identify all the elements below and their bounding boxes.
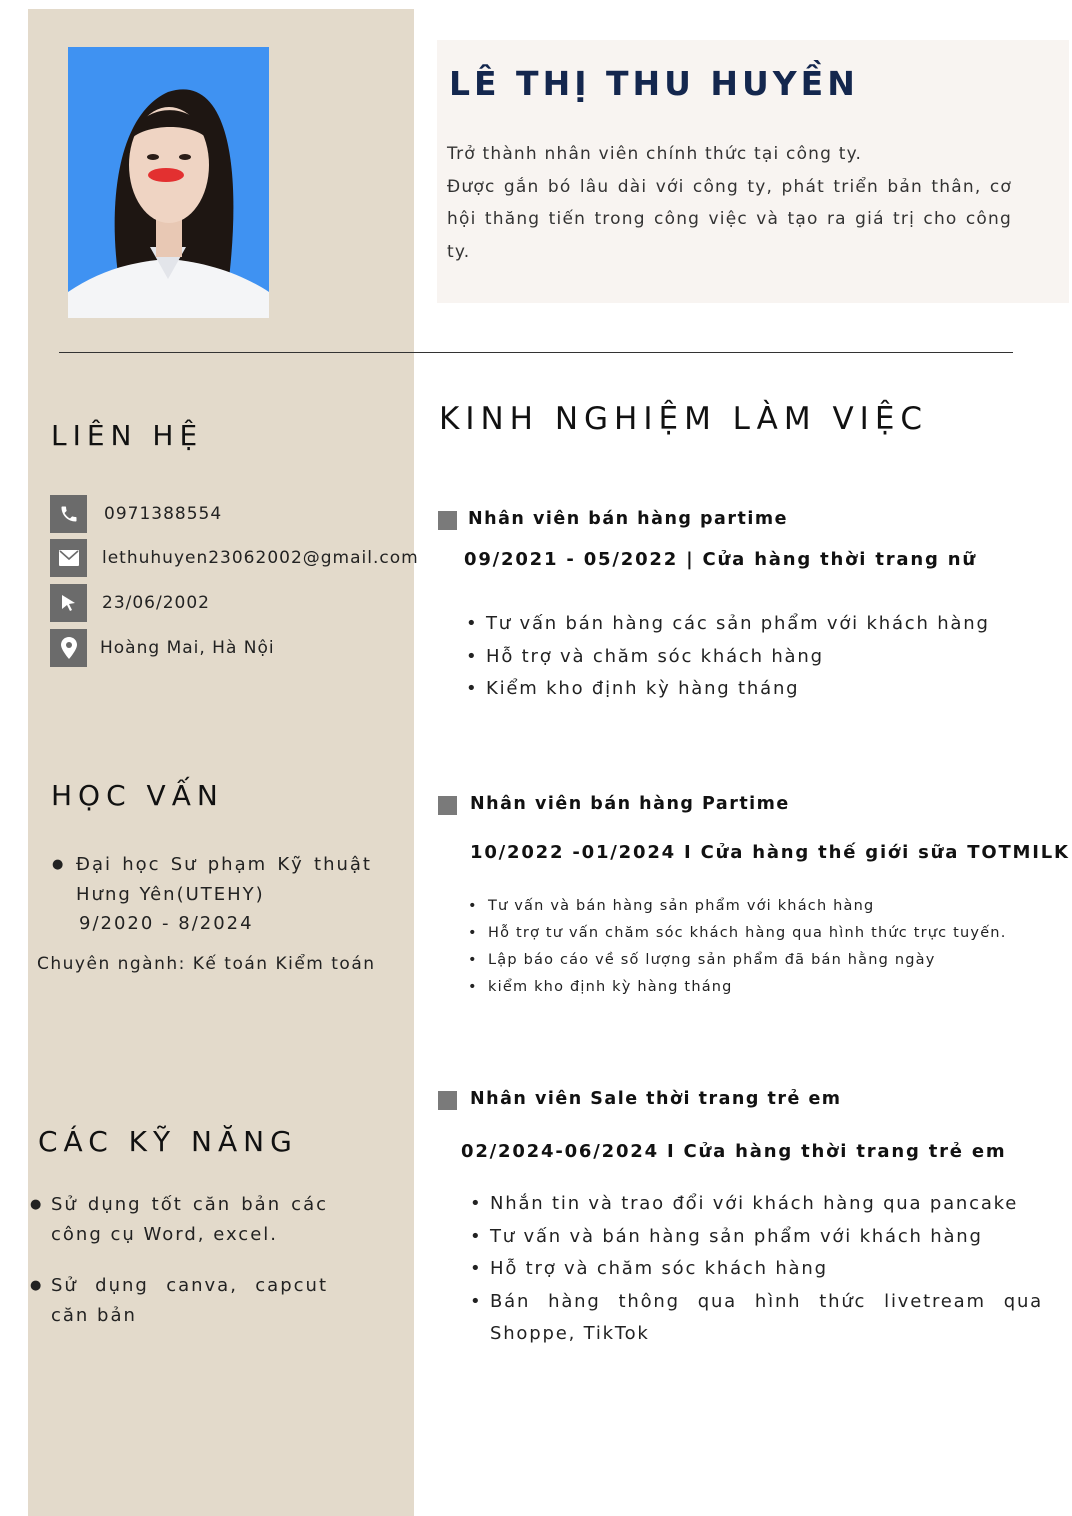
job-duties <box>466 893 1046 1001</box>
duty-item: • Bán hàng thông qua hình thức livetream qua Shoppe, TikTok <box>468 1286 1043 1351</box>
skill-line: công cụ Word, excel. <box>51 1224 278 1245</box>
section-divider <box>59 352 1013 353</box>
education-major: Chuyên ngành: Kế toán Kiểm toán <box>37 954 376 974</box>
skill-item <box>30 1271 328 1331</box>
skill-line: Sử dụng canva, capcut <box>51 1275 328 1296</box>
phone-icon <box>50 495 87 533</box>
skill-item <box>30 1190 328 1250</box>
education-period: 9/2020 - 8/2024 <box>79 913 254 934</box>
phone-number[interactable]: 0971388554 <box>104 504 223 524</box>
skill-line: căn bản <box>51 1305 137 1326</box>
skills-heading: CÁC KỸ NĂNG <box>38 1125 298 1158</box>
job-marker-icon <box>438 1091 457 1110</box>
job-marker-icon <box>438 511 457 530</box>
duty-item: • kiểm kho định kỳ hàng tháng <box>466 974 1046 1001</box>
contact-email <box>50 539 419 577</box>
contact-birthday <box>50 584 210 622</box>
email-address[interactable]: lethuhuyen23062002@gmail.com <box>102 548 419 568</box>
duty-item: • Tư vấn và bán hàng sản phẩm với khách hàng <box>468 1221 1043 1254</box>
duty-item: • Tư vấn bán hàng các sản phẩm với khách hàng <box>464 608 1024 641</box>
school-name-line2: Hưng Yên(UTEHY) <box>76 883 265 905</box>
duty-item: • Hỗ trợ tư vấn chăm sóc khách hàng qua hình thức trực tuyến. <box>466 920 1046 947</box>
candidate-name: LÊ THỊ THU HUYỀN <box>449 64 859 103</box>
birth-date: 23/06/2002 <box>102 593 210 613</box>
education-heading: HỌC VẤN <box>51 779 224 812</box>
bullet-icon: ● <box>52 857 66 872</box>
job-period: 09/2021 - 05/2022 | Cửa hàng thời trang nữ <box>464 549 977 570</box>
job-title: Nhân viên bán hàng partime <box>468 509 788 529</box>
contact-phone <box>50 495 222 533</box>
education-item <box>52 850 382 939</box>
objective-line: Được gắn bó lâu dài với công ty, phát triển bản thân, cơ hội thăng tiến trong công việc và tạo ra giá trị cho công ty. <box>447 176 1012 262</box>
bullet-icon: ● <box>30 1278 44 1293</box>
cursor-icon <box>50 584 87 622</box>
location-pin-icon <box>50 629 87 667</box>
mail-icon <box>50 539 87 577</box>
job-period: 10/2022 -01/2024 I Cửa hàng thế giới sữa TOTMILK <box>470 842 1070 863</box>
duty-item: • Tư vấn và bán hàng sản phẩm với khách hàng <box>466 893 1046 920</box>
job-title: Nhân viên Sale thời trang trẻ em <box>470 1089 842 1109</box>
bullet-icon: ● <box>30 1197 44 1212</box>
profile-photo <box>68 47 269 318</box>
duty-item: • Lập báo cáo về số lượng sản phẩm đã bán hằng ngày <box>466 947 1046 974</box>
experience-heading: KINH NGHIỆM LÀM VIỆC <box>439 401 929 437</box>
job-duties <box>468 1188 1043 1351</box>
contact-address <box>50 629 275 667</box>
duty-item: • Hỗ trợ và chăm sóc khách hàng <box>468 1253 1043 1286</box>
school-name-line1: Đại học Sư phạm Kỹ thuật <box>76 854 372 875</box>
contact-heading: LIÊN HỆ <box>51 419 204 452</box>
job-period: 02/2024-06/2024 I Cửa hàng thời trang trẻ em <box>461 1141 1007 1162</box>
skill-line: Sử dụng tốt căn bản các <box>51 1194 328 1215</box>
job-duties <box>464 608 1024 706</box>
career-objective <box>447 138 1012 268</box>
duty-item: • Hỗ trợ và chăm sóc khách hàng <box>464 641 1024 674</box>
job-marker-icon <box>438 796 457 815</box>
home-address: Hoàng Mai, Hà Nội <box>100 638 275 658</box>
job-title: Nhân viên bán hàng Partime <box>470 794 790 814</box>
objective-line: Trở thành nhân viên chính thức tại công ty. <box>447 144 863 164</box>
duty-item: • Nhắn tin và trao đổi với khách hàng qua pancake <box>468 1188 1043 1221</box>
duty-item: • Kiểm kho định kỳ hàng tháng <box>464 673 1024 706</box>
